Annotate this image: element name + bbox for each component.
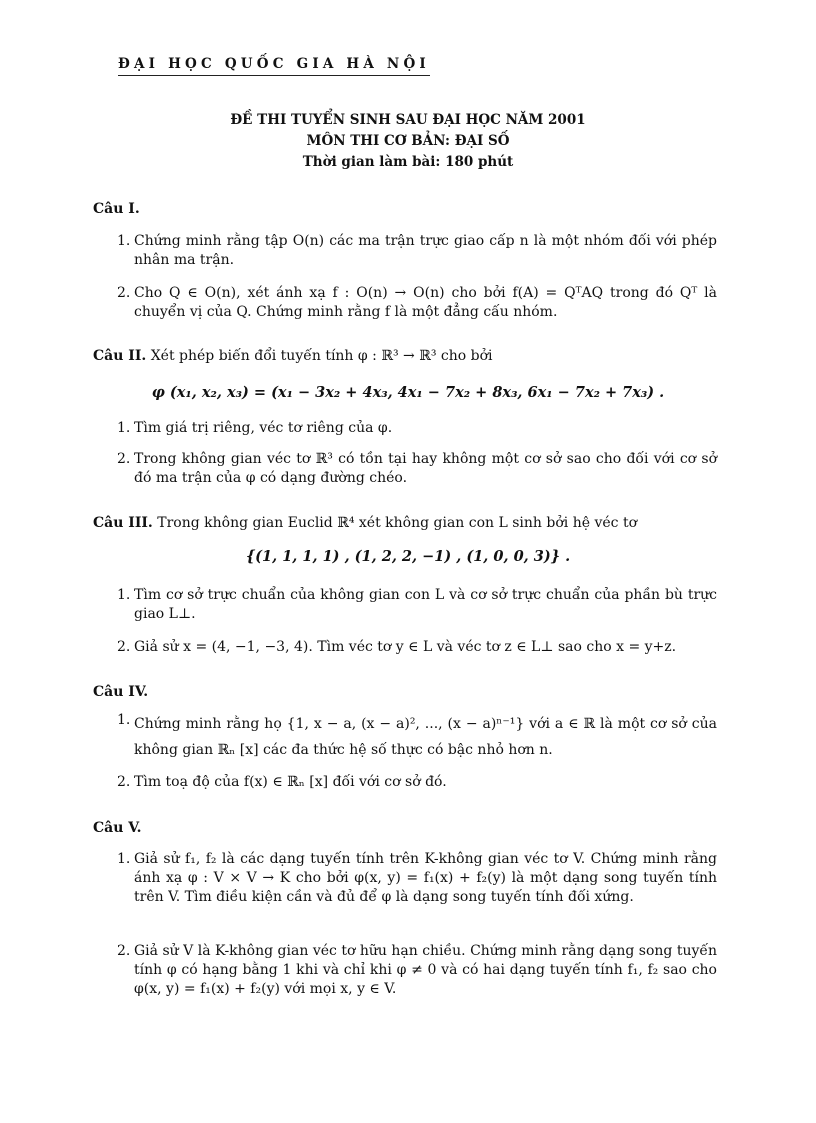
- item-text: Tìm giá trị riêng, véc tơ riêng của φ.: [134, 420, 393, 436]
- item-text: Chứng minh rằng họ {1, x − a, (x − a)², ..., (x − a)ⁿ⁻¹} với a ∈ ℝ là một cơ sở của không gian ℝₙ [x] các đa thức hệ số thực có bậc nhỏ hơn n.: [134, 716, 717, 758]
- question-4-item-1: [117, 711, 717, 763]
- question-3-intro-text: Trong không gian Euclid ℝ⁴ xét không gian con L sinh bởi hệ véc tơ: [157, 515, 637, 531]
- item-number: 2.: [117, 774, 131, 790]
- item-number: 1.: [117, 233, 131, 249]
- question-2-heading: Câu II.: [93, 348, 147, 364]
- question-3-heading: Câu III.: [93, 515, 153, 531]
- question-1-item-2: [117, 284, 717, 322]
- item-number: 2.: [117, 451, 131, 467]
- question-4-item-2: [117, 773, 717, 792]
- question-4-heading: Câu IV.: [93, 684, 149, 700]
- item-text: Giả sử V là K-không gian véc tơ hữu hạn chiều. Chứng minh rằng dạng song tuyến tính φ có hạng bằng 1 khi và chỉ khi φ ≠ 0 và có hai dạng tuyến tính f₁, f₂ sao cho φ(x, y) = f₁(x) + f₂(y) với mọi x, y ∈ V.: [134, 943, 717, 997]
- university-name: ĐẠI HỌC QUỐC GIA HÀ NỘI: [118, 56, 430, 76]
- question-1-heading: Câu I.: [93, 201, 140, 217]
- question-3-item-2: [117, 638, 717, 657]
- exam-duration: Thời gian làm bài: 180 phút: [302, 154, 514, 170]
- question-3-item-1: [117, 586, 717, 624]
- item-text: Giả sử f₁, f₂ là các dạng tuyến tính trên K-không gian véc tơ V. Chứng minh rằng ánh xạ φ : V × V → K cho bởi φ(x, y) = f₁(x) + f₂(y) là một dạng song tuyến tính trên V. Tìm điều kiện cần và đủ để φ là dạng song tuyến tính đối xứng.: [134, 851, 717, 905]
- item-number: 1.: [117, 712, 131, 728]
- question-2-item-1: [117, 419, 717, 438]
- question-5-heading: Câu V.: [93, 820, 142, 836]
- exam-title-block: [0, 110, 816, 173]
- question-5-item-2: [117, 942, 717, 999]
- question-2-intro-text: Xét phép biến đổi tuyến tính φ : ℝ³ → ℝ³ cho bởi: [150, 348, 493, 364]
- item-number: 2.: [117, 943, 131, 959]
- item-number: 1.: [117, 851, 131, 867]
- item-number: 2.: [117, 639, 131, 655]
- question-3-formula: {(1, 1, 1, 1) , (1, 2, 2, −1) , (1, 0, 0, 3)} .: [245, 548, 571, 565]
- question-2-formula: φ (x₁, x₂, x₃) = (x₁ − 3x₂ + 4x₃, 4x₁ − 7x₂ + 8x₃, 6x₁ − 7x₂ + 7x₃) .: [151, 384, 665, 401]
- exam-title: ĐỀ THI TUYỂN SINH SAU ĐẠI HỌC NĂM 2001: [230, 112, 586, 128]
- question-2-item-2: [117, 450, 717, 488]
- question-5-item-1: [117, 850, 717, 907]
- question-3-intro: [93, 514, 723, 533]
- exam-subject: MÔN THI CƠ BẢN: ĐẠI SỐ: [306, 133, 510, 149]
- item-number: 2.: [117, 285, 131, 301]
- item-number: 1.: [117, 587, 131, 603]
- item-text: Chứng minh rằng tập O(n) các ma trận trực giao cấp n là một nhóm đối với phép nhân ma trận.: [134, 233, 717, 268]
- item-text: Giả sử x = (4, −1, −3, 4). Tìm véc tơ y ∈ L và véc tơ z ∈ L⊥ sao cho x = y+z.: [134, 639, 677, 655]
- item-text: Cho Q ∈ O(n), xét ánh xạ f : O(n) → O(n) cho bởi f(A) = QᵀAQ trong đó Qᵀ là chuyển vị của Q. Chứng minh rằng f là một đẳng cấu nhóm.: [134, 285, 717, 320]
- item-text: Tìm cơ sở trực chuẩn của không gian con L và cơ sở trực chuẩn của phần bù trực giao L⊥.: [134, 587, 717, 622]
- question-2-intro: [93, 347, 723, 366]
- question-1-item-1: [117, 232, 717, 270]
- item-text: Trong không gian véc tơ ℝ³ có tồn tại hay không một cơ sở sao cho đối với cơ sở đó ma trận của φ có dạng đường chéo.: [134, 451, 717, 486]
- item-number: 1.: [117, 420, 131, 436]
- item-text: Tìm toạ độ của f(x) ∈ ℝₙ [x] đối với cơ sở đó.: [134, 774, 447, 790]
